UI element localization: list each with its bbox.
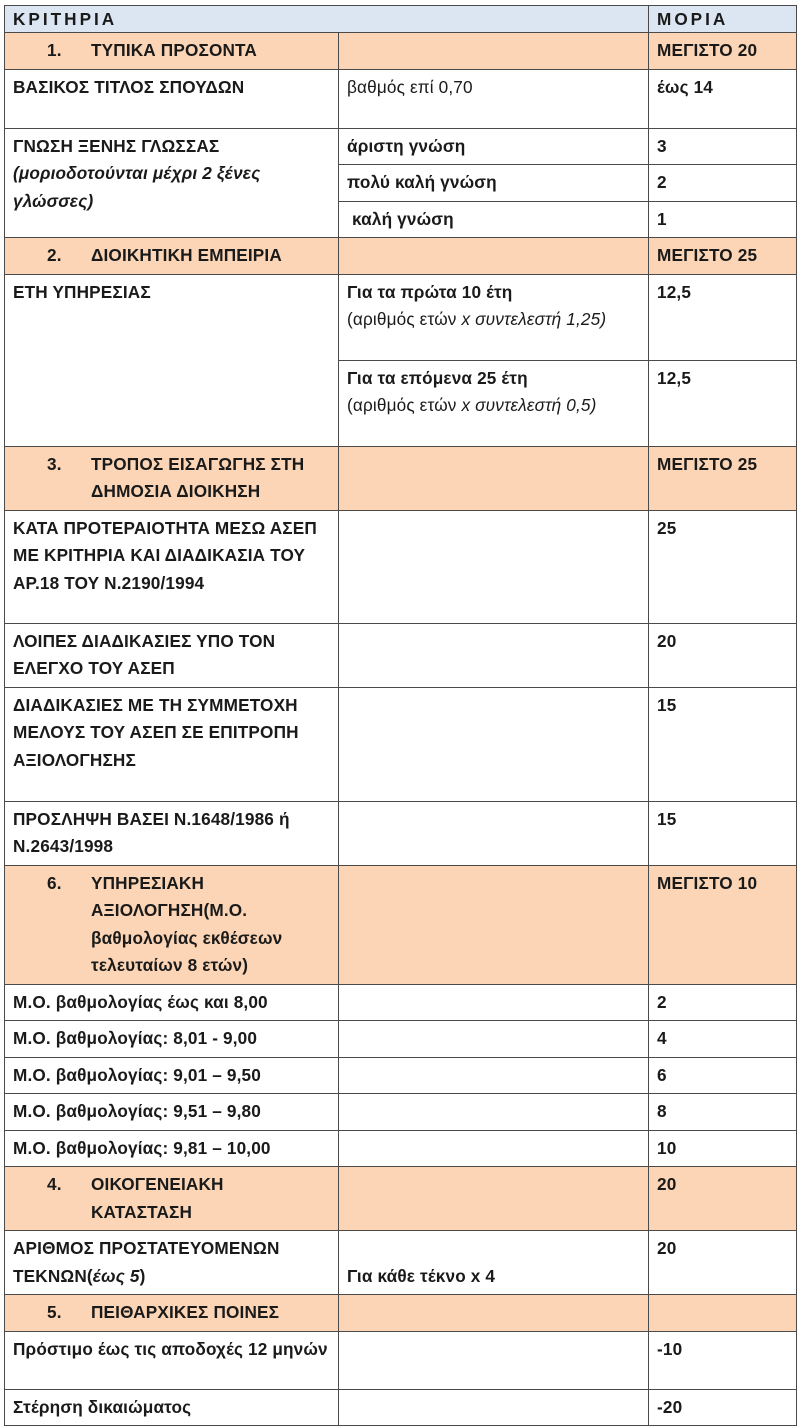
children-label: ΑΡΙΘΜΟΣ ΠΡΟΣΤΑΤΕΥΟΜΕΝΩΝ [13,1238,280,1258]
section-max: 20 [649,1167,797,1231]
section-number: 6. [47,872,62,893]
language-level: άριστη γνώση [339,128,649,165]
header-row [5,6,797,33]
criterion-points: 25 [649,510,797,623]
section-title [5,1167,339,1231]
criterion-points: 10 [649,1130,797,1167]
section-row [5,1295,797,1332]
section-title [5,865,339,984]
section-number: 3. [47,453,62,474]
section-title-text: ΠΕΙΘΑΡΧΙΚΕΣ ΠΟΙΝΕΣ [91,1302,280,1322]
section-number: 1. [47,40,62,60]
criterion-rule [339,360,649,446]
section-title-text: ΔΙΟΙΚΗΤΙΚΗ ΕΜΠΕΙΡΙΑ [91,245,282,265]
criterion-rule [339,510,649,623]
language-points: 2 [649,165,797,202]
rule-formula-prefix: (αριθμός ετών [347,395,462,415]
table-row [5,1094,797,1131]
language-points: 1 [649,201,797,238]
criterion-points: 12,5 [649,360,797,446]
table-row [5,1389,797,1426]
criteria-table [4,5,797,1426]
table-row [5,1021,797,1058]
section-max: ΜΕΓΙΣΤΟ 25 [649,446,797,510]
criterion-label: Μ.Ο. βαθμολογίας: 9,81 – 10,00 [5,1130,339,1167]
language-level: καλή γνώση [339,201,649,238]
criterion-points: 20 [649,623,797,687]
language-note: (μοριοδοτούνται μέχρι 2 ξένες γλώσσες) [13,163,261,211]
criterion-rule [339,801,649,865]
table-row [5,128,797,165]
criterion-label: ΛΟΙΠΕΣ ΔΙΑΔΙΚΑΣΙΕΣ ΥΠΟ ΤΟΝ ΕΛΕΓΧΟ ΤΟΥ ΑΣΕΠ [5,623,339,687]
section-title [5,33,339,70]
section-empty-cell [339,33,649,70]
criterion-points: 20 [649,1231,797,1295]
criterion-points: 2 [649,984,797,1021]
criterion-rule [339,1130,649,1167]
criterion-points: -20 [649,1389,797,1426]
criterion-points: 8 [649,1094,797,1131]
rule-formula-x: x [461,395,471,415]
section-title-line2: ΔΗΜΟΣΙΑ ΔΙΟΙΚΗΣΗ [91,481,261,501]
criterion-rule [339,1021,649,1058]
section-title [5,446,339,510]
section-title-text: ΤΡΟΠΟΣ ΕΙΣΑΓΩΓΗΣ ΣΤΗ [91,453,305,474]
section-title [5,1295,339,1332]
criterion-label [5,128,339,238]
table-row [5,510,797,623]
section-title-text: ΤΥΠΙΚΑ ΠΡΟΣΟΝΤΑ [91,40,257,60]
criterion-label: ΒΑΣΙΚΟΣ ΤΙΤΛΟΣ ΣΠΟΥΔΩΝ [5,69,339,128]
criterion-rule [339,1389,649,1426]
rule-formula-x: x [461,309,471,329]
section-title-text: ΟΙΚΟΓΕΝΕΙΑΚΗ [91,1174,224,1194]
criterion-label: Μ.Ο. βαθμολογίας: 8,01 - 9,00 [5,1021,339,1058]
table-row [5,687,797,801]
criterion-rule: Για κάθε τέκνο x 4 [339,1231,649,1295]
criterion-label: Μ.Ο. βαθμολογίας: 9,01 – 9,50 [5,1057,339,1094]
section-empty-cell [339,238,649,275]
section-number: 5. [47,1302,62,1322]
section-title-line2: ΚΑΤΑΣΤΑΣΗ [91,1201,193,1222]
section-row [5,446,797,510]
header-points: ΜΟΡΙΑ [649,6,797,33]
table-row [5,984,797,1021]
table-row [5,69,797,128]
rule-title: Για τα επόμενα 25 έτη [347,367,528,388]
section-max: ΜΕΓΙΣΤΟ 10 [649,865,797,984]
table-row [5,1231,797,1295]
table-row [5,1130,797,1167]
children-label-2: ΤΕΚΝΩΝ( [13,1265,93,1286]
criterion-rule [339,984,649,1021]
rule-formula-coef: συντελεστή 1,25) [470,309,607,329]
section-title-text: ΥΠΗΡΕΣΙΑΚΗ [91,872,205,893]
section-title [5,238,339,275]
section-row [5,33,797,70]
section-number: 4. [47,1174,62,1194]
section-row [5,1167,797,1231]
criterion-rule: βαθμός επί 0,70 [339,69,649,128]
criterion-label: Μ.Ο. βαθμολογίας: 9,51 – 9,80 [5,1094,339,1131]
table-row [5,1057,797,1094]
criterion-label: Στέρηση δικαιώματος [5,1389,339,1426]
language-points: 3 [649,128,797,165]
criterion-points: 15 [649,801,797,865]
section-number: 2. [47,245,62,265]
language-level: πολύ καλή γνώση [339,165,649,202]
criterion-label: Πρόστιμο έως τις αποδοχές 12 μηνών [5,1331,339,1389]
section-empty-cell [339,865,649,984]
criterion-label [5,1231,339,1295]
table-row [5,623,797,687]
criterion-points: 12,5 [649,274,797,360]
table-row [5,274,797,360]
children-limit: έως 5 [92,1265,140,1286]
children-label-end: ) [139,1265,146,1286]
criterion-points: -10 [649,1331,797,1389]
header-criteria: ΚΡΙΤΗΡΙΑ [5,6,649,33]
section-max: ΜΕΓΙΣΤΟ 20 [649,33,797,70]
criterion-rule [339,687,649,801]
criterion-label: ΔΙΑΔΙΚΑΣΙΕΣ ΜΕ ΤΗ ΣΥΜΜΕΤΟΧΗ ΜΕΛΟΥΣ ΤΟΥ ΑΣΕΠ ΣΕ ΕΠΙΤΡΟΠΗ ΑΞΙΟΛΟΓΗΣΗΣ [5,687,339,801]
criterion-rule [339,1331,649,1389]
table-row [5,801,797,865]
section-empty-cell [339,1295,649,1332]
criterion-label: ΠΡΟΣΛΗΨΗ ΒΑΣΕΙ Ν.1648/1986 ή Ν.2643/1998 [5,801,339,865]
criterion-rule [339,1094,649,1131]
criterion-rule [339,274,649,360]
section-empty-cell [339,446,649,510]
rule-formula-prefix: (αριθμός ετών [347,309,462,329]
criterion-points: 4 [649,1021,797,1058]
section-max: ΜΕΓΙΣΤΟ 25 [649,238,797,275]
criterion-points: 6 [649,1057,797,1094]
criterion-points: 15 [649,687,797,801]
section-row [5,865,797,984]
section-max [649,1295,797,1332]
section-row [5,238,797,275]
criterion-label: ΚΑΤΑ ΠΡΟΤΕΡΑΙΟΤΗΤΑ ΜΕΣΩ ΑΣΕΠ ΜΕ ΚΡΙΤΗΡΙΑ ΚΑΙ ΔΙΑΔΙΚΑΣΙΑ ΤΟΥ ΑΡ.18 ΤΟΥ Ν.2190/1994 [5,510,339,623]
criterion-label: ΕΤΗ ΥΠΗΡΕΣΙΑΣ [5,274,339,446]
rule-title: Για τα πρώτα 10 έτη [347,281,513,302]
section-empty-cell [339,1167,649,1231]
section-title-line2: ΑΞΙΟΛΟΓΗΣΗ(Μ.Ο. βαθμολογίας εκθέσεων τελευταίων 8 ετών) [91,900,283,975]
rule-formula-coef: συντελεστή 0,5) [470,395,597,415]
language-label: ΓΝΩΣΗ ΞΕΝΗΣ ΓΛΩΣΣΑΣ [13,135,220,156]
criterion-label: Μ.Ο. βαθμολογίας έως και 8,00 [5,984,339,1021]
criterion-rule [339,1057,649,1094]
table-row [5,1331,797,1389]
criterion-points: έως 14 [649,69,797,128]
criterion-rule [339,623,649,687]
